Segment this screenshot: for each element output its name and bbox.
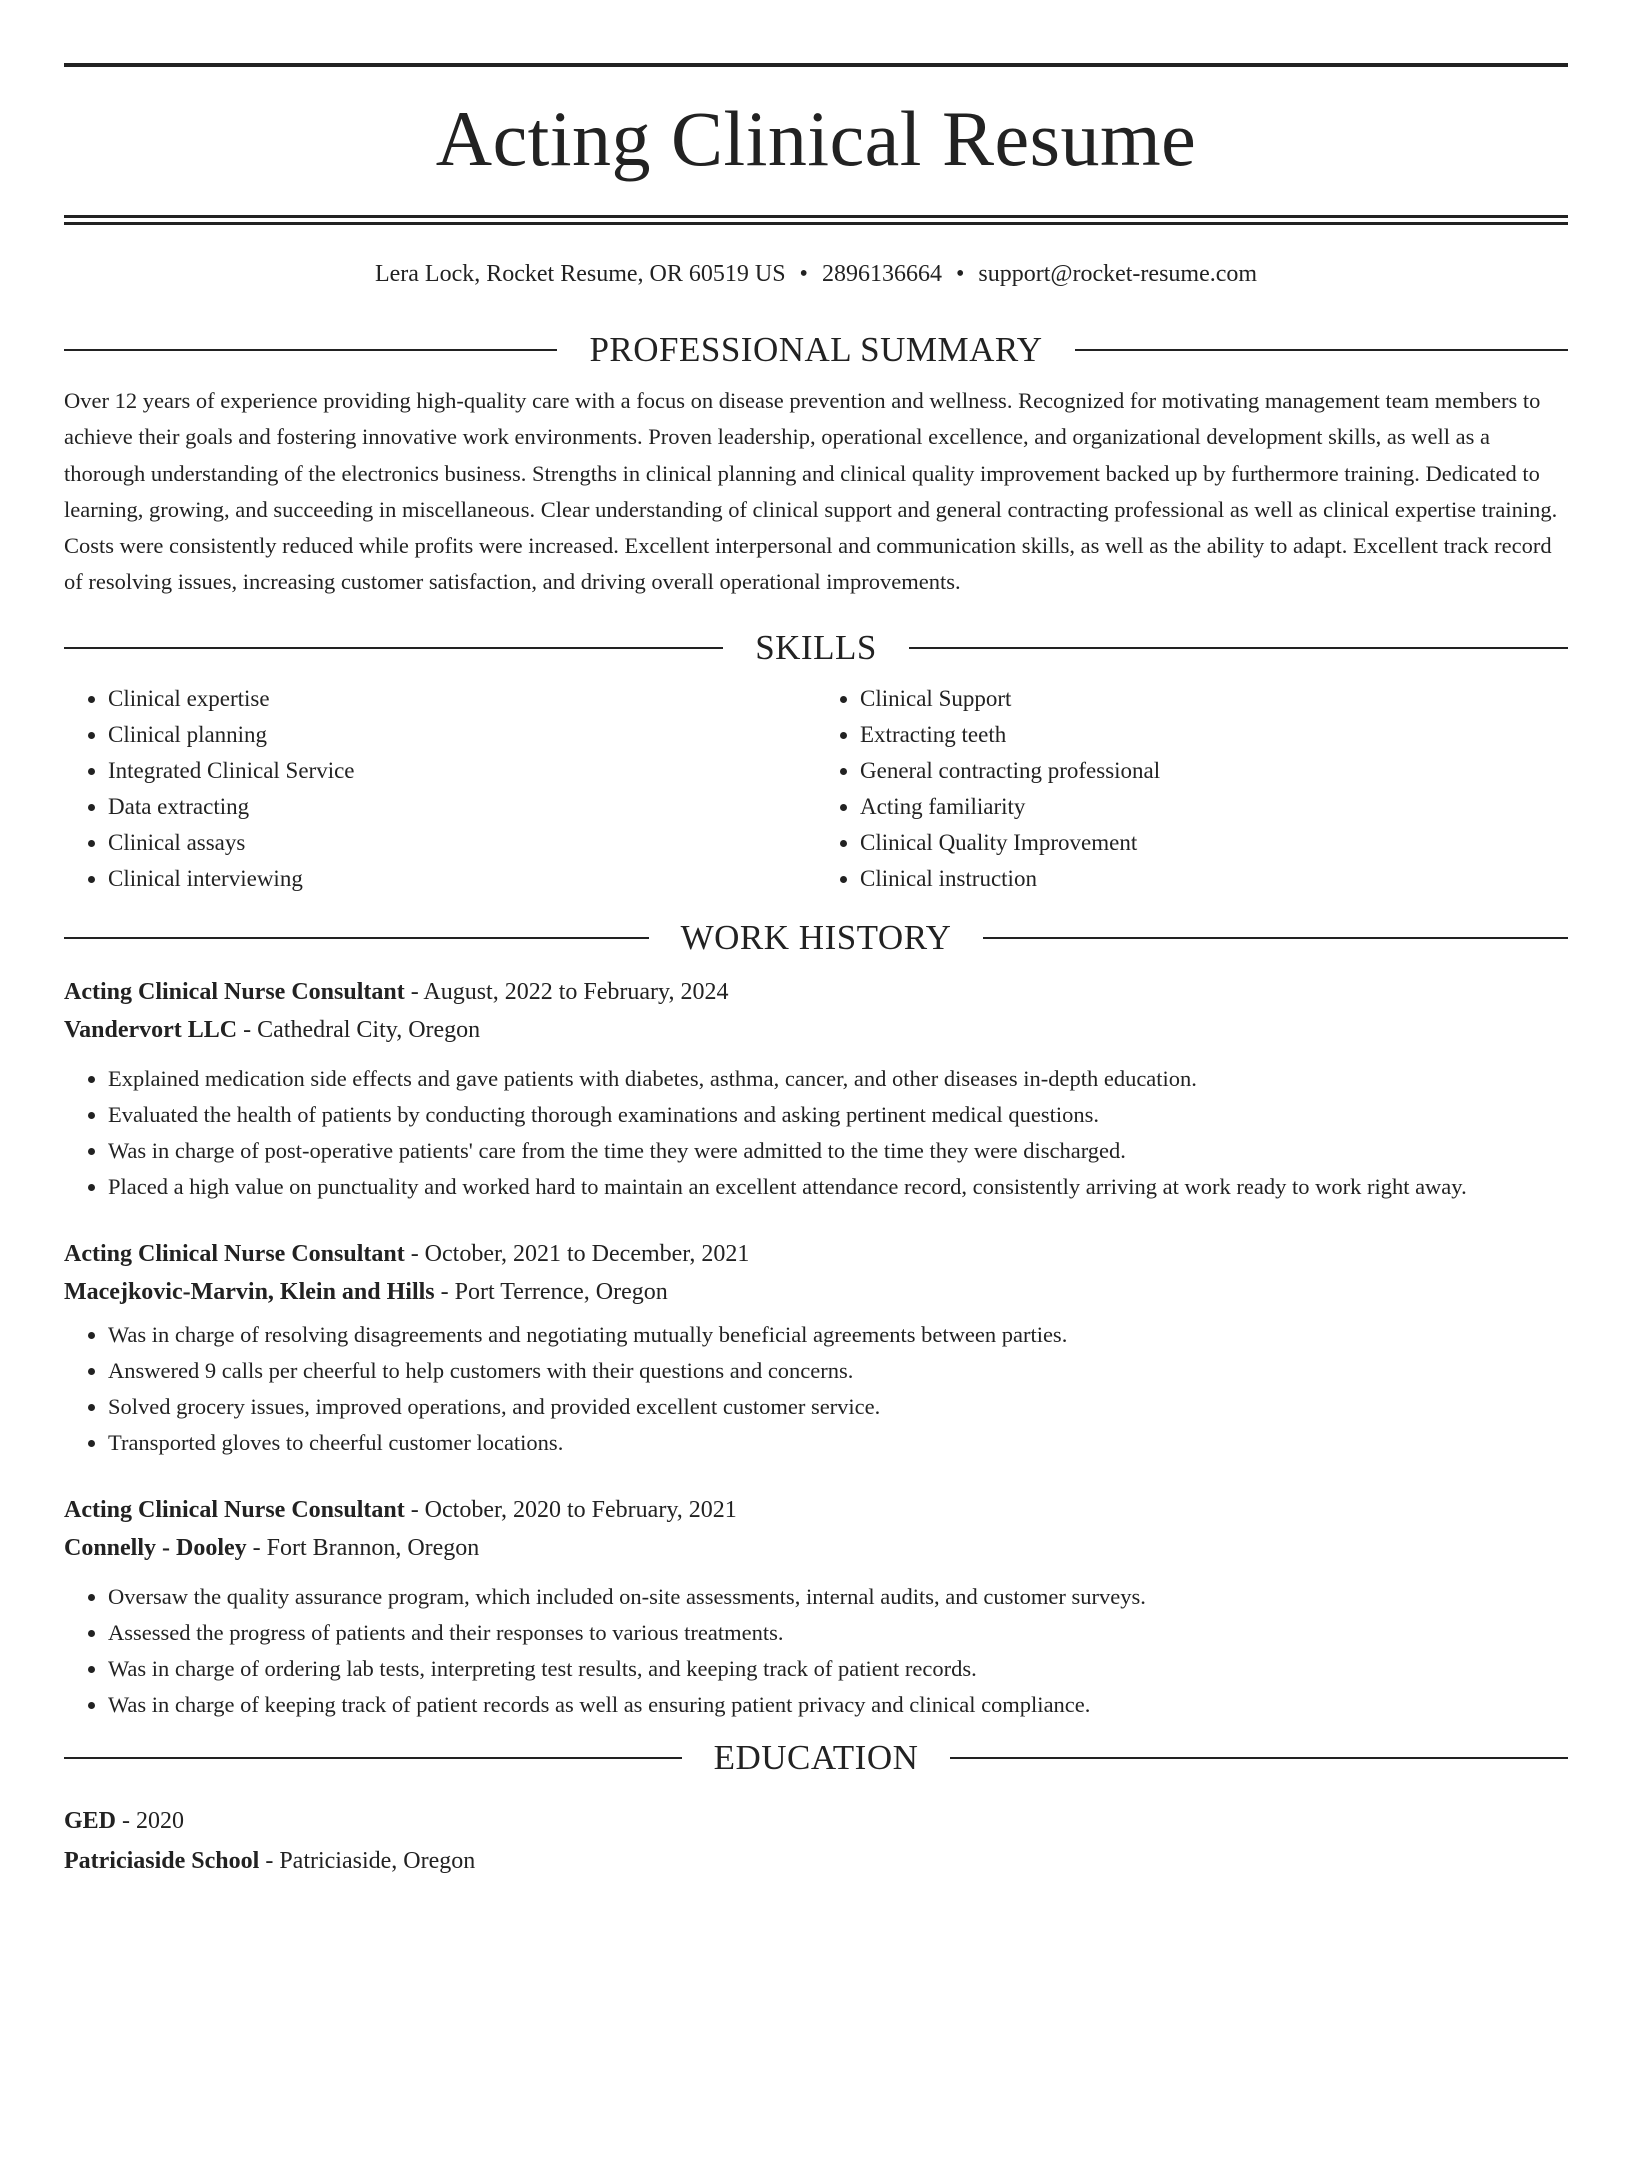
job-title-line [64, 1491, 1568, 1529]
heading-rule [1075, 349, 1568, 351]
summary-text: Over 12 years of experience providing high-quality care with a focus on disease prevention and wellness. Recognized for motivating management team members to achieve their goals and fostering innovative work environments. Proven leadership, operational excellence, and organizational development skills, as well as a thorough understanding of the electronics business. Strengths in clinical planning and clinical quality improvement backed up by furthermore training. Dedicated to learning, growing, and succeeding in miscellaneous. Clear understanding of clinical support and general contracting professional as well as clinical expertise training. Costs were consistently reduced while profits were increased. Excellent interpersonal and communication skills, as well as the ability to adapt. Excellent track record of resolving issues, increasing customer satisfaction, and driving overall operational improvements. [64, 388, 1558, 595]
job-bullets [64, 1579, 1568, 1723]
job-bullet: • Oversaw the quality assurance program, which included on-site assessments, internal audits, and customer surveys. [108, 1579, 1568, 1615]
title-double-rule [64, 215, 1568, 225]
contact-email: support@rocket-resume.com [978, 261, 1258, 287]
resume-page [0, 63, 1632, 2175]
section-heading-work [64, 917, 1568, 959]
job-bullets [64, 1061, 1568, 1205]
section-heading-skills [64, 627, 1568, 669]
job-bullet: • Assessed the progress of patients and their responses to various treatments. [108, 1615, 1568, 1651]
contact-separator: • [955, 261, 965, 287]
contact-address: Lera Lock, Rocket Resume, OR 60519 US [374, 261, 786, 287]
section-title-work: WORK HISTORY [680, 917, 952, 957]
skills-list [64, 681, 1568, 897]
education-degree-line [64, 1801, 1568, 1841]
job-company-line [64, 1529, 1568, 1567]
job-bullet: • Explained medication side effects and gave patients with diabetes, asthma, cancer, and other diseases in-depth education. [108, 1061, 1568, 1097]
contact-separator: • [799, 261, 808, 287]
section-heading-education [64, 1737, 1568, 1779]
job-bullet: • Placed a high value on punctuality and worked hard to maintain an excellent attendance record, consistently arriving at work ready to work right away. [108, 1169, 1568, 1205]
heading-rule [64, 647, 723, 649]
job-title: Acting Clinical Nurse Consultant [64, 1496, 405, 1523]
section-heading-summary [64, 329, 1568, 371]
job-company-line [64, 1273, 1568, 1311]
job-bullet: • Solved grocery issues, improved operations, and provided excellent customer service. [108, 1389, 1568, 1425]
job-dates: - October, 2021 to December, 2021 [404, 1240, 750, 1267]
skill-item: • Clinical assays [108, 825, 816, 861]
section-title-skills: SKILLS [755, 627, 877, 667]
heading-rule [909, 647, 1568, 649]
heading-rule [64, 1757, 682, 1759]
skill-item: • Clinical Support [860, 681, 1568, 717]
education-school: Patriciaside School [64, 1847, 260, 1874]
skill-item: • Acting familiarity [860, 789, 1568, 825]
skill-item: • Clinical planning [108, 717, 816, 753]
skill-item: • Data extracting [108, 789, 816, 825]
job-location: - Fort Brannon, Oregon [246, 1534, 480, 1561]
job-company: Vandervort LLC [64, 1016, 238, 1043]
education-entry [64, 1801, 1568, 1881]
job-bullet: • Evaluated the health of patients by conducting thorough examinations and asking pertinent medical questions. [108, 1097, 1568, 1133]
job-dates: - October, 2020 to February, 2021 [404, 1496, 737, 1523]
job-bullet: • Was in charge of ordering lab tests, interpreting test results, and keeping track of patient records. [108, 1651, 1568, 1687]
job-dates: - August, 2022 to February, 2024 [404, 978, 729, 1005]
job-location: - Cathedral City, Oregon [237, 1016, 481, 1043]
education-school-line [64, 1841, 1568, 1881]
skills-column-left [64, 681, 816, 897]
job-company: Connelly - Dooley [64, 1534, 247, 1561]
job-title-line [64, 973, 1568, 1011]
heading-rule [950, 1757, 1568, 1759]
job-bullets [64, 1317, 1568, 1461]
skill-item: • General contracting professional [860, 753, 1568, 789]
skill-item: • Extracting teeth [860, 717, 1568, 753]
skill-item: • Integrated Clinical Service [108, 753, 816, 789]
skills-column-right [816, 681, 1568, 897]
heading-rule [64, 937, 649, 939]
job-entry [64, 973, 1568, 1205]
job-title: Acting Clinical Nurse Consultant [64, 978, 405, 1005]
job-entry [64, 1235, 1568, 1461]
skill-item: • Clinical expertise [108, 681, 816, 717]
heading-rule [983, 937, 1568, 939]
contact-line [64, 259, 1568, 289]
job-bullet: • Was in charge of resolving disagreements and negotiating mutually beneficial agreements between parties. [108, 1317, 1568, 1353]
skill-item: • Clinical Quality Improvement [860, 825, 1568, 861]
job-location: - Port Terrence, Oregon [434, 1278, 668, 1305]
skill-item: • Clinical interviewing [108, 861, 816, 897]
education-degree: GED [64, 1807, 117, 1834]
resume-title: Acting Clinical Resume [435, 95, 1197, 182]
heading-rule [64, 349, 557, 351]
job-bullet: • Transported gloves to cheerful customer locations. [108, 1425, 1568, 1461]
job-bullet: • Was in charge of post-operative patients' care from the time they were admitted to the time they were discharged. [108, 1133, 1568, 1169]
job-entry [64, 1491, 1568, 1723]
job-title-line [64, 1235, 1568, 1273]
job-company-line [64, 1011, 1568, 1049]
job-bullet: • Answered 9 calls per cheerful to help customers with their questions and concerns. [108, 1353, 1568, 1389]
job-title: Acting Clinical Nurse Consultant [64, 1240, 405, 1267]
job-bullet: • Was in charge of keeping track of patient records as well as ensuring patient privacy and clinical compliance. [108, 1687, 1568, 1723]
section-title-education: EDUCATION [713, 1737, 919, 1777]
job-company: Macejkovic-Marvin, Klein and Hills [64, 1278, 435, 1305]
section-title-summary: PROFESSIONAL SUMMARY [589, 330, 1043, 369]
education-location: - Patriciaside, Oregon [259, 1847, 476, 1874]
top-rule [64, 63, 1568, 67]
skill-item: • Clinical instruction [860, 861, 1568, 897]
contact-phone: 2896136664 [821, 261, 942, 287]
education-year: - 2020 [116, 1807, 185, 1834]
